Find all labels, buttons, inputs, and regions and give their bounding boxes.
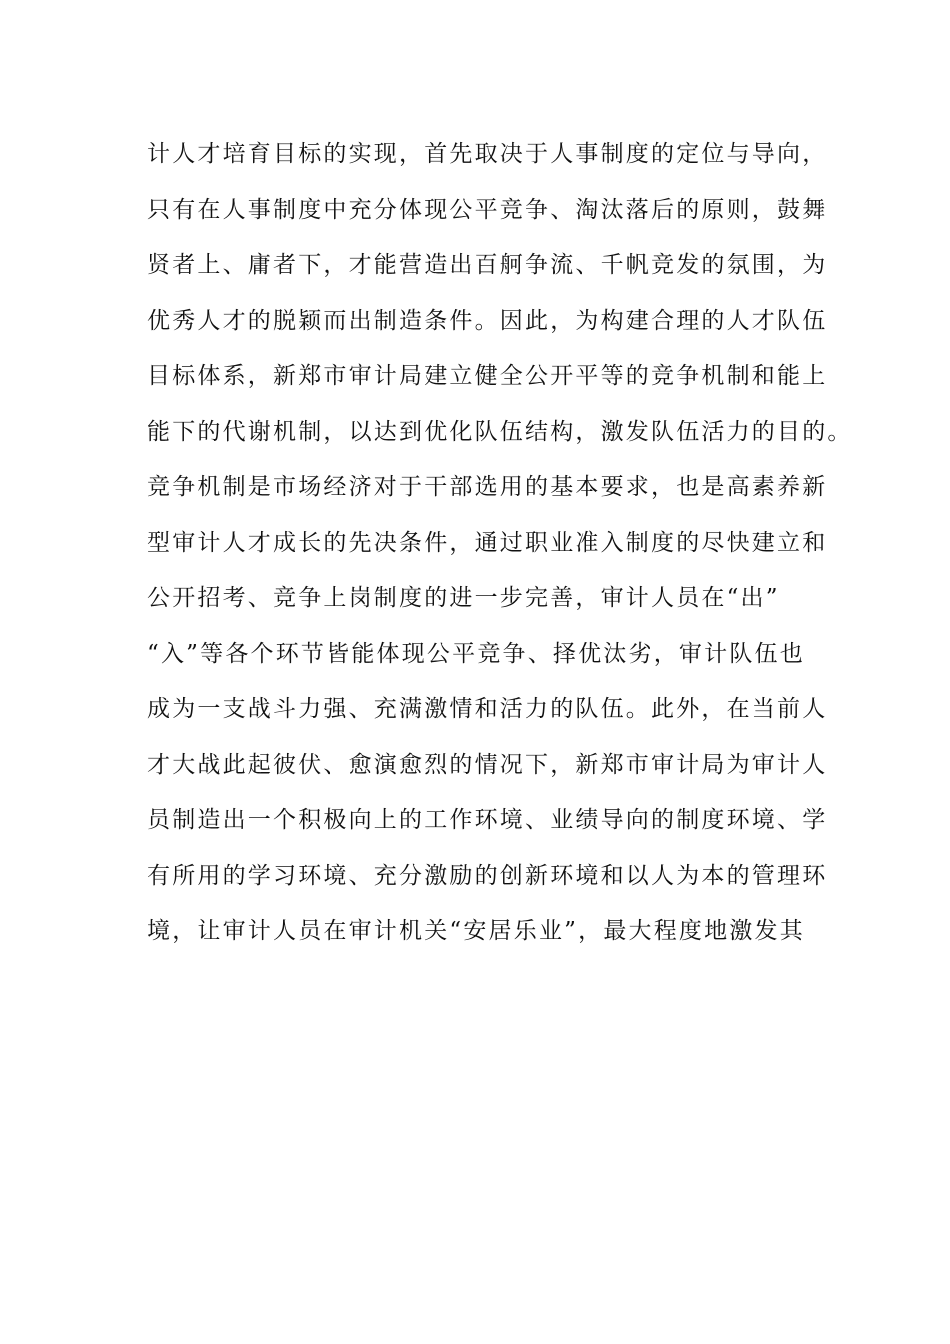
text-line: 能下的代谢机制，以达到优化队伍结构，激发队伍活力的目的。 (147, 418, 853, 445)
text-line: 成为一支战斗力强、充满激情和活力的队伍。此外，在当前人 (147, 696, 828, 722)
text-line: 竞争机制是市场经济对于干部选用的基本要求，也是高素养新 (147, 474, 828, 500)
text-line: 贤者上、庸者下，才能营造出百舸争流、千帆竞发的氛围，为 (147, 252, 828, 278)
text-line: 型审计人才成长的先决条件，通过职业准入制度的尽快建立和 (147, 529, 828, 556)
text-line: 计人才培育目标的实现，首先取决于人事制度的定位与导向， (147, 141, 828, 167)
text-line: “入”等各个环节皆能体现公平竞争、择优汰劣，审计队伍也 (147, 640, 805, 667)
text-line: 员制造出一个积极向上的工作环境、业绩导向的制度环境、学 (147, 807, 828, 833)
text-line: 才大战此起彼伏、愈演愈烈的情况下，新郑市审计局为审计人 (147, 751, 828, 778)
text-line: 只有在人事制度中充分体现公平竞争、淘汰落后的原则，鼓舞 (147, 196, 828, 223)
text-line: 优秀人才的脱颖而出制造条件。因此，为构建合理的人才队伍 (147, 307, 828, 334)
text-line: 公开招考、竞争上岗制度的进一步完善，审计人员在“出” (147, 585, 780, 611)
text-line: 有所用的学习环境、充分激励的创新环境和以人为本的管理环 (147, 862, 828, 889)
text-line: 境，让审计人员在审计机关“安居乐业”，最大程度地激发其 (147, 918, 805, 944)
text-line: 目标体系，新郑市审计局建立健全公开平等的竞争机制和能上 (147, 363, 828, 389)
body-text (147, 132, 853, 965)
